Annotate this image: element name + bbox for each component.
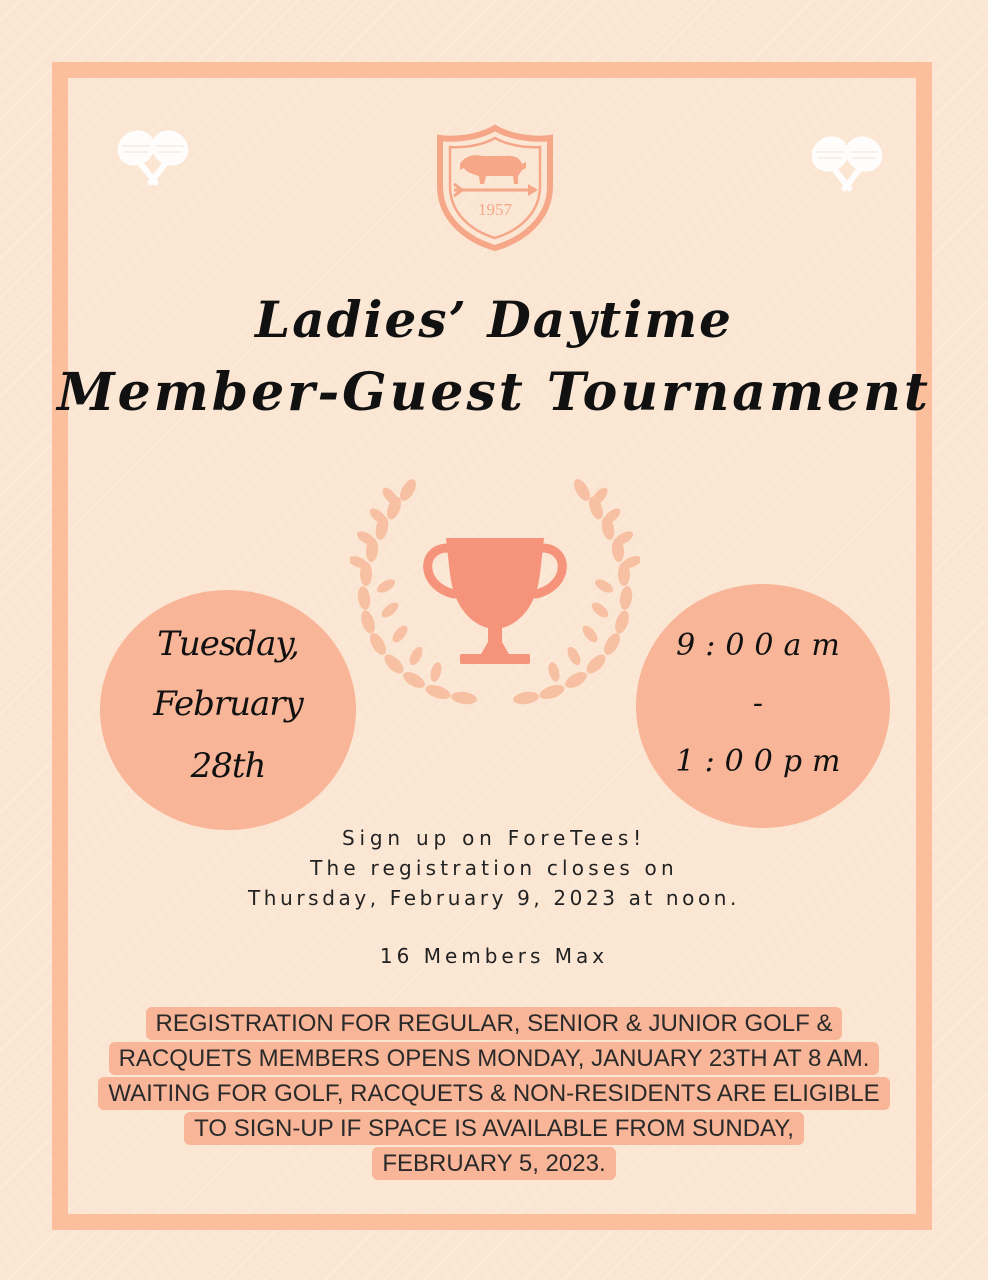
signup-line-3: Thursday, February 9, 2023 at noon.	[247, 886, 741, 910]
time-separator: -	[752, 686, 774, 721]
title-line-2: Member-Guest Tournament	[57, 362, 931, 423]
notice-line-4: TO SIGN-UP IF SPACE IS AVAILABLE FROM SUNDAY,	[184, 1112, 804, 1145]
notice-line-1: REGISTRATION FOR REGULAR, SENIOR & JUNIOR GOLF &	[146, 1007, 843, 1040]
tennis-racquets-icon	[802, 130, 892, 200]
time-end: 1:00pm	[675, 744, 851, 779]
date-day: 28th	[190, 746, 266, 786]
bull-weathervane-icon	[434, 124, 556, 252]
date-month: February	[153, 684, 303, 724]
date-badge	[100, 590, 356, 830]
tennis-racquets-icon	[108, 124, 198, 194]
date-weekday: Tuesday,	[157, 624, 299, 664]
notice-line-5: FEBRUARY 5, 2023.	[372, 1147, 615, 1180]
signup-line-2: The registration closes on	[310, 856, 678, 880]
trophy-laurel-icon	[350, 478, 640, 718]
club-crest	[434, 124, 556, 252]
capacity-text: 16 Members Max	[379, 944, 609, 968]
time-start: 9:00am	[676, 628, 850, 663]
registration-notice	[40, 1006, 948, 1181]
notice-line-3: WAITING FOR GOLF, RACQUETS & NON-RESIDENTS ARE ELIGIBLE	[98, 1077, 889, 1110]
signup-line-1: Sign up on ForeTees!	[342, 826, 646, 850]
notice-line-2: RACQUETS MEMBERS OPENS MONDAY, JANUARY 23TH AT 8 AM.	[109, 1042, 880, 1075]
title-line-1: Ladies’ Daytime	[255, 290, 733, 349]
time-badge	[636, 584, 890, 828]
crest-year: 1957	[478, 200, 512, 219]
